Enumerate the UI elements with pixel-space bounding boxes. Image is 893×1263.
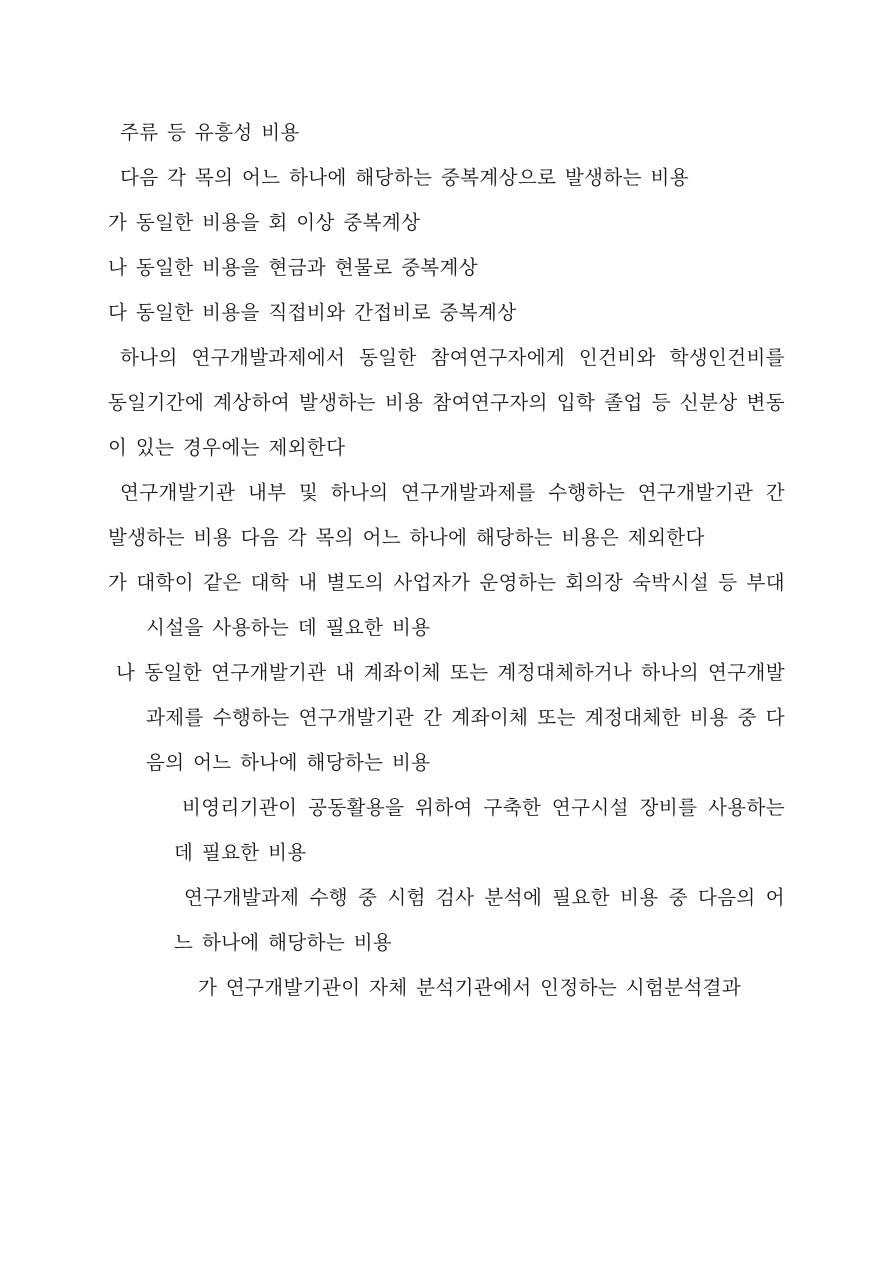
paragraph-item-da: 다 동일한 비용을 직접비와 간접비로 중복계상 — [108, 301, 517, 324]
paragraph-sub-item-na: 나 동일한 연구개발기관 내 계좌이체 또는 계정대체하거나 하나의 연구개발과제를 수행하는 연구개발기관 간 계좌이체 또는 계정대체한 비용 중 다음의 어느 하나에 해당하는 비용 — [116, 661, 785, 774]
paragraph-subsub-3: 가 연구개발기관이 자체 분석기관에서 인정하는 시험분석결과 — [198, 976, 742, 999]
paragraph-item-na: 나 동일한 비용을 현금과 현물로 중복계상 — [108, 256, 479, 279]
document-body — [108, 110, 785, 1010]
paragraph-1: 주류 등 유흥성 비용 — [120, 121, 300, 144]
paragraph-subsub-2: 연구개발과제 수행 중 시험 검사 분석에 필요한 비용 중 다음의 어느 하나에 해당하는 비용 — [174, 886, 785, 954]
paragraph-subsub-1: 비영리기관이 공동활용을 위하여 구축한 연구시설 장비를 사용하는 데 필요한 비용 — [174, 796, 785, 864]
paragraph-sub-item-ga: 가 대학이 같은 대학 내 별도의 사업자가 운영하는 회의장 숙박시설 등 부대시설을 사용하는 데 필요한 비용 — [108, 571, 785, 639]
paragraph-2: 다음 각 목의 어느 하나에 해당하는 중복계상으로 발생하는 비용 — [120, 166, 689, 189]
paragraph-item-ga: 가 동일한 비용을 회 이상 중복계상 — [108, 211, 421, 234]
paragraph-4: 연구개발기관 내부 및 하나의 연구개발과제를 수행하는 연구개발기관 간 발생하는 비용 다음 각 목의 어느 하나에 해당하는 비용은 제외한다 — [108, 481, 785, 549]
paragraph-3: 하나의 연구개발과제에서 동일한 참여연구자에게 인건비와 학생인건비를 동일기간에 계상하여 발생하는 비용 참여연구자의 입학 졸업 등 신분상 변동이 있는 경우에는 제외한다 — [108, 346, 785, 459]
